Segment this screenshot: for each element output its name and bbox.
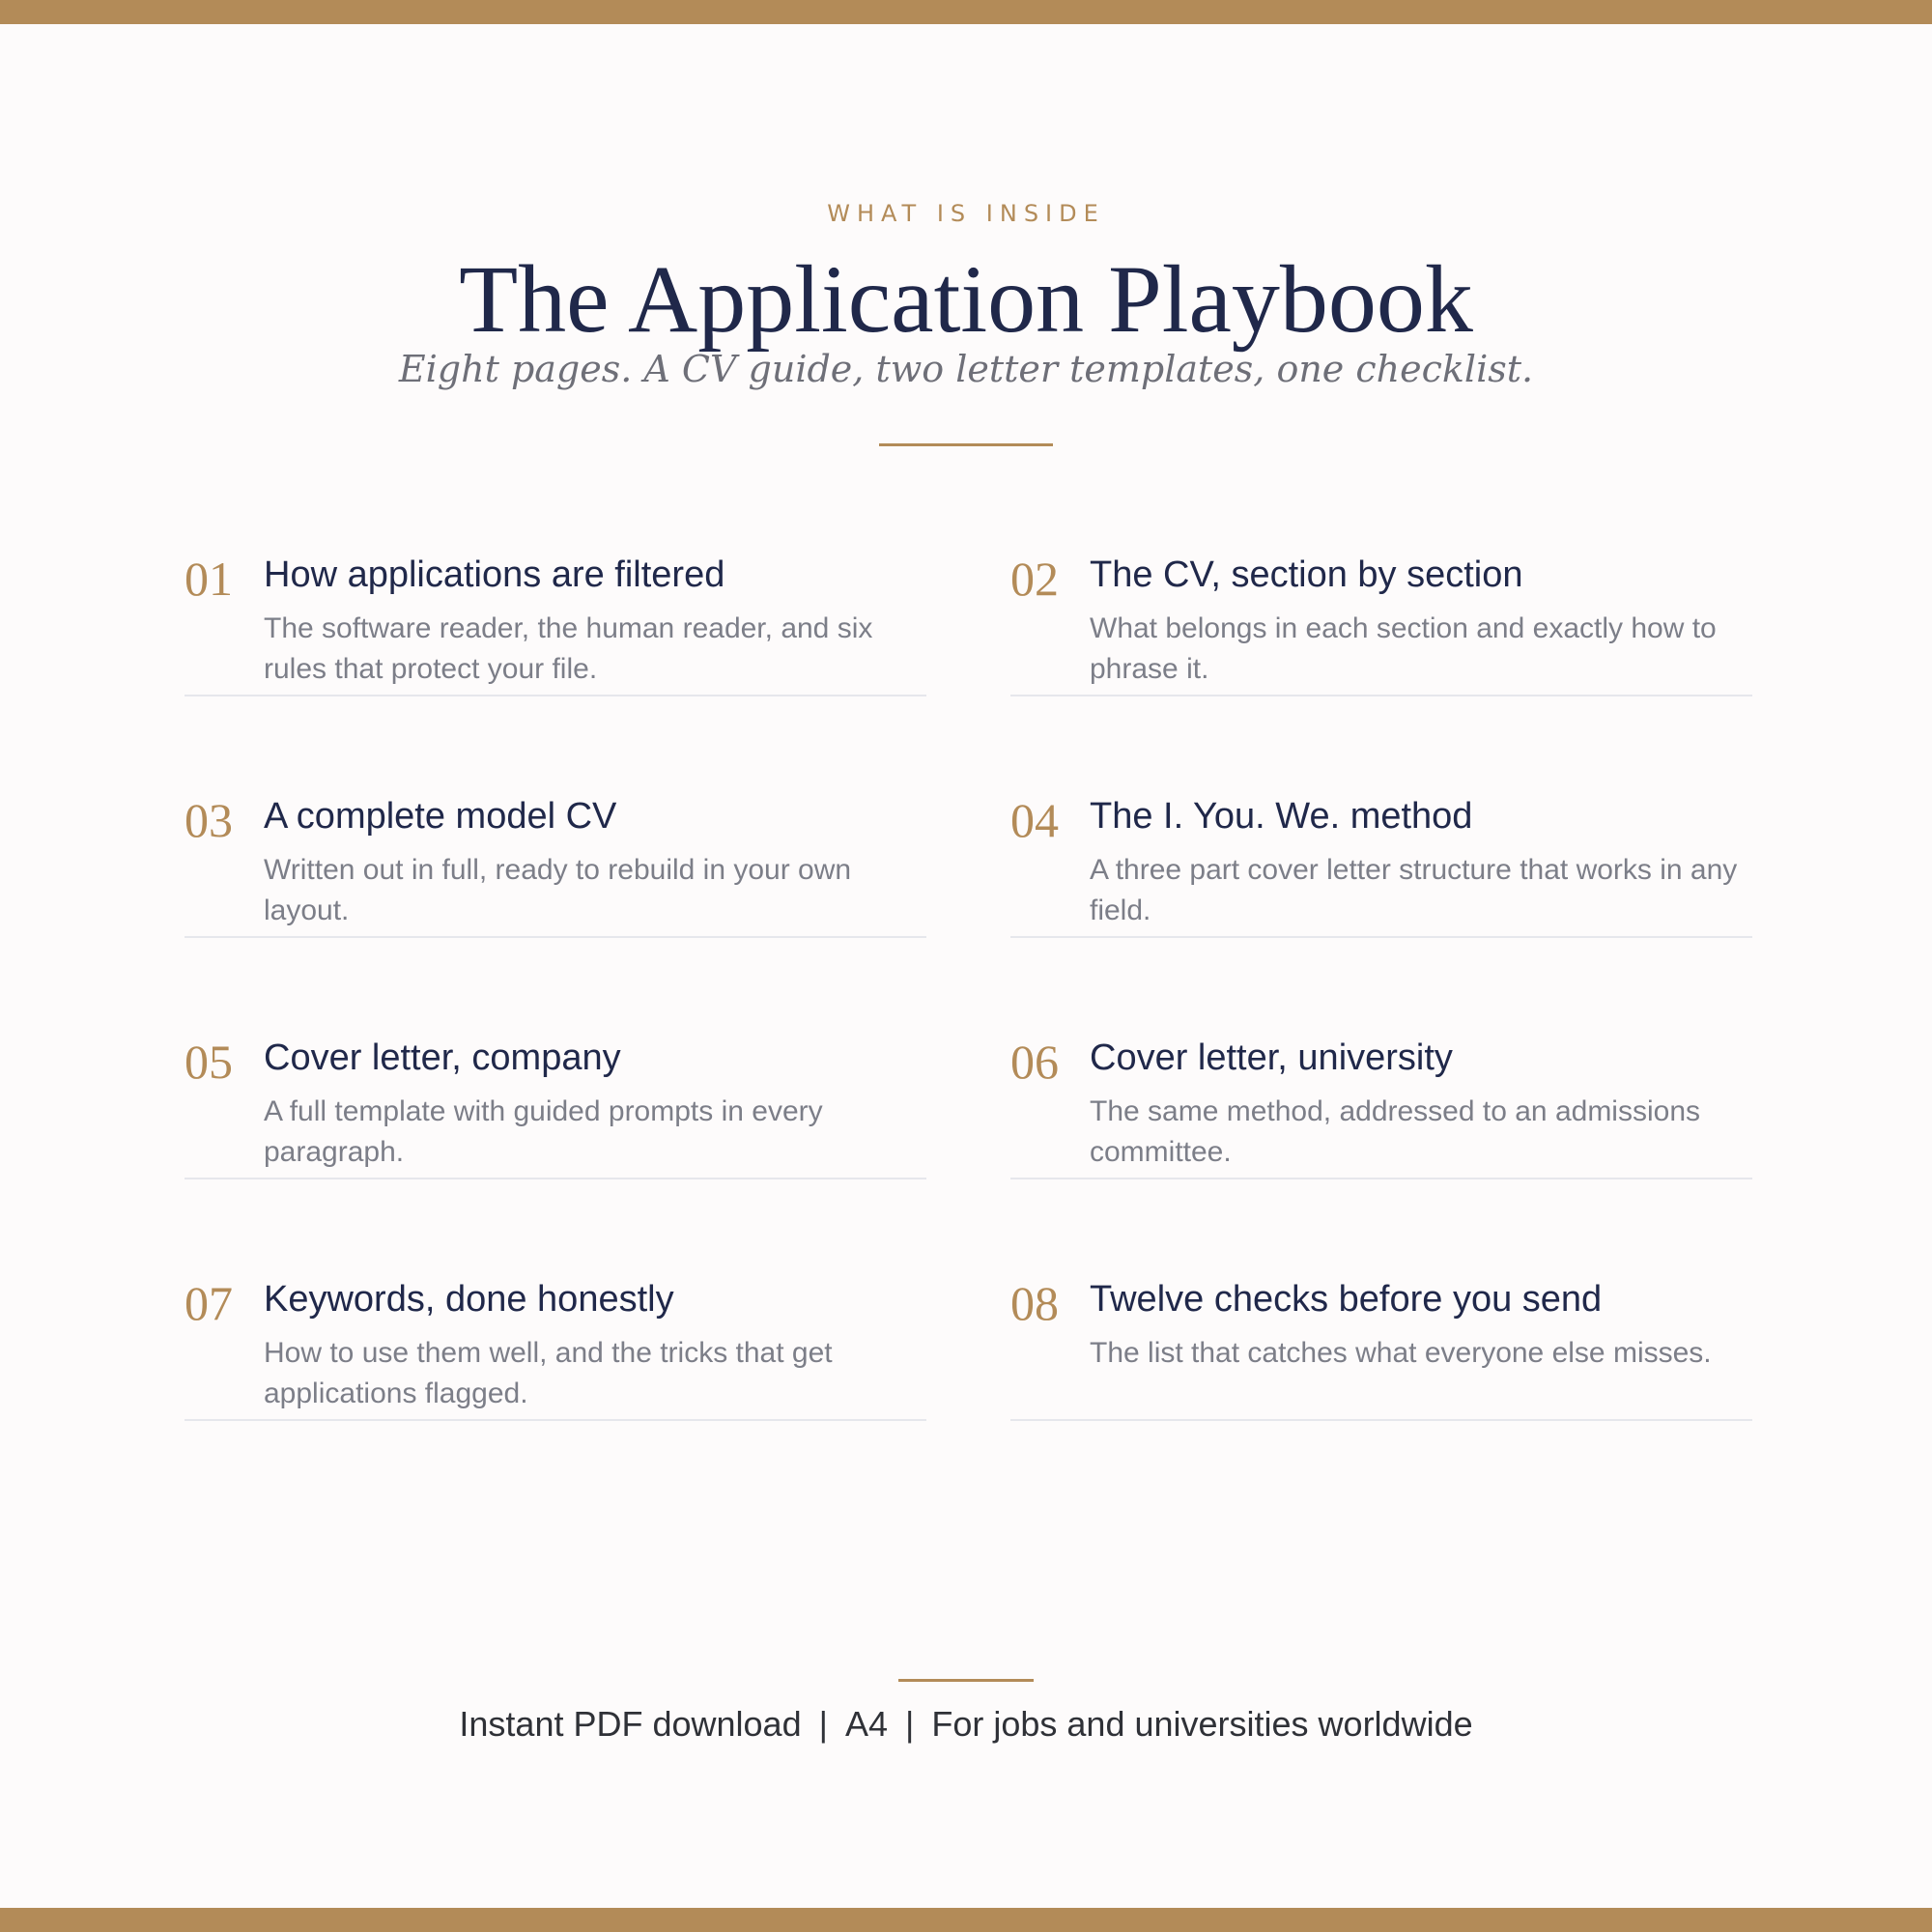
item-title: The I. You. We. method — [1090, 796, 1473, 837]
item-number: 04 — [1010, 793, 1059, 847]
item-title: Twelve checks before you send — [1090, 1279, 1603, 1320]
footer-divider — [898, 1679, 1034, 1682]
item-description: Written out in full, ready to rebuild in your own layout. — [264, 854, 852, 926]
item-description: How to use them well, and the tricks that get applications flagged. — [264, 1337, 833, 1409]
item-description: The software reader, the human reader, and six rules that protect your file. — [264, 612, 873, 685]
item-title: The CV, section by section — [1090, 554, 1523, 595]
footer-format: Instant PDF download — [459, 1704, 802, 1744]
section-eyebrow: WHAT IS INSIDE — [827, 200, 1105, 227]
item-title: How applications are filtered — [264, 554, 725, 595]
contents-item-06 — [1010, 1030, 1752, 1179]
item-number: 03 — [185, 793, 233, 847]
item-description: What belongs in each section and exactly how to phrase it. — [1090, 612, 1717, 685]
item-description: A three part cover letter structure that works in any field. — [1090, 854, 1738, 926]
item-description: A full template with guided prompts in every paragraph. — [264, 1095, 823, 1168]
footer-separator: | — [905, 1704, 915, 1744]
item-number: 01 — [185, 552, 233, 606]
item-number: 02 — [1010, 552, 1059, 606]
contents-item-03 — [185, 788, 926, 938]
item-description: The same method, addressed to an admissions committee. — [1090, 1095, 1701, 1168]
contents-item-05 — [185, 1030, 926, 1179]
item-title: Keywords, done honestly — [264, 1279, 674, 1320]
footer-audience: For jobs and universities worldwide — [931, 1704, 1473, 1744]
page-subtitle: Eight pages. A CV guide, two letter templates, one checklist. — [398, 348, 1534, 390]
contents-item-02 — [1010, 547, 1752, 696]
item-title: Cover letter, company — [264, 1037, 621, 1078]
item-number: 05 — [185, 1035, 233, 1089]
item-title: Cover letter, university — [1090, 1037, 1453, 1078]
bottom-border-bar — [0, 1908, 1932, 1932]
contents-item-08 — [1010, 1271, 1752, 1421]
item-number: 06 — [1010, 1035, 1059, 1089]
item-number: 08 — [1010, 1276, 1059, 1330]
item-number: 07 — [185, 1276, 233, 1330]
footer-info — [0, 1704, 1932, 1745]
page-title: The Application Playbook — [459, 245, 1473, 353]
contents-item-01 — [185, 547, 926, 696]
item-description: The list that catches what everyone else misses. — [1090, 1337, 1712, 1369]
contents-item-04 — [1010, 788, 1752, 938]
item-title: A complete model CV — [264, 796, 617, 837]
contents-item-07 — [185, 1271, 926, 1421]
footer-paper-size: A4 — [844, 1704, 888, 1744]
footer-separator: | — [818, 1704, 828, 1744]
